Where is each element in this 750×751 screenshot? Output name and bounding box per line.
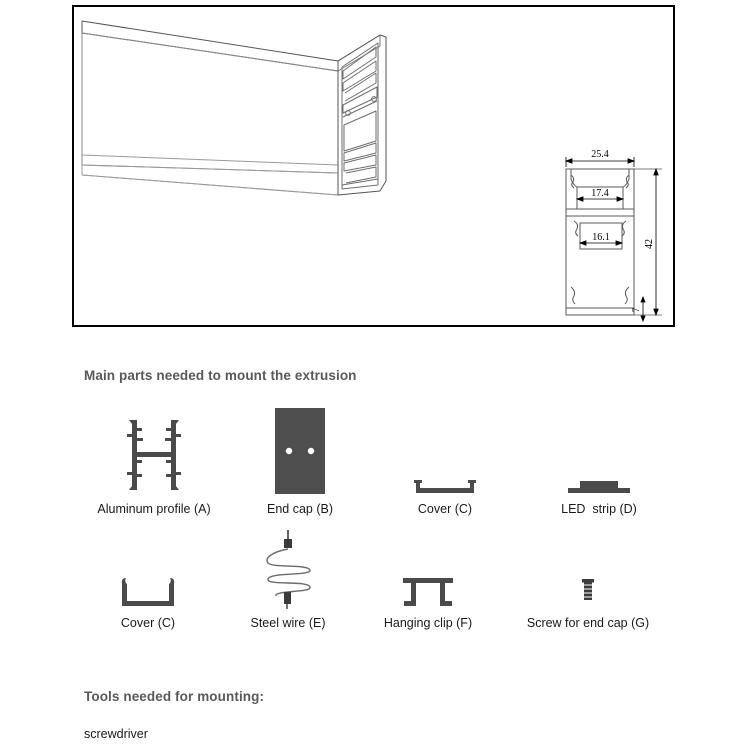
part-art	[252, 528, 324, 610]
dimension-lip-height: 7	[631, 307, 641, 313]
dimension-height: 42	[644, 239, 655, 249]
led-strip-icon	[564, 474, 634, 496]
part-label: Steel wire (E)	[250, 616, 326, 630]
part-label: Aluminum profile (A)	[97, 502, 211, 516]
part-item-led-strip	[520, 400, 678, 517]
part-item-cover-deep	[78, 528, 218, 631]
aluminum-profile-icon	[111, 414, 197, 496]
part-art	[564, 400, 634, 496]
part-label: Hanging clip (F)	[383, 616, 473, 630]
part-art	[410, 400, 480, 496]
part-label: LED strip (D)	[561, 502, 637, 516]
part-art	[575, 528, 601, 610]
tools-list: screwdriver	[84, 727, 148, 741]
part-item-end-cap	[230, 400, 370, 517]
part-art	[112, 528, 184, 610]
main-parts-row-2	[78, 528, 678, 631]
part-item-cover-flat	[370, 400, 520, 517]
part-label: Cover (C)	[417, 502, 473, 516]
part-item-hanging-clip	[358, 528, 498, 631]
profile-cross-section-drawing	[544, 147, 674, 327]
steel-wire-icon	[252, 530, 324, 610]
dimension-outer-width: 25.4	[591, 149, 609, 160]
part-art	[111, 400, 197, 496]
part-item-steel-wire	[218, 528, 358, 631]
main-parts-row-1	[78, 400, 678, 517]
tools-heading: Tools needed for mounting:	[84, 689, 265, 704]
dimension-inner-width: 17.4	[591, 188, 609, 199]
part-label: Screw for end cap (G)	[526, 616, 650, 630]
hanging-clip-icon	[395, 574, 461, 610]
screw-icon	[575, 576, 601, 610]
dimension-channel-width: 16.1	[592, 232, 610, 243]
part-label: Cover (C)	[120, 616, 176, 630]
part-item-screw	[498, 528, 678, 631]
end-cap-icon	[272, 406, 328, 496]
cover-icon	[410, 472, 480, 496]
part-label: End cap (B)	[266, 502, 333, 516]
part-art	[272, 400, 328, 496]
cover-deep-icon	[112, 576, 184, 610]
technical-drawing-frame	[72, 5, 675, 327]
part-art	[395, 528, 461, 610]
isometric-extrusion-drawing	[80, 13, 410, 213]
main-parts-heading: Main parts needed to mount the extrusion	[84, 368, 357, 383]
part-item-aluminum-profile	[78, 400, 230, 517]
